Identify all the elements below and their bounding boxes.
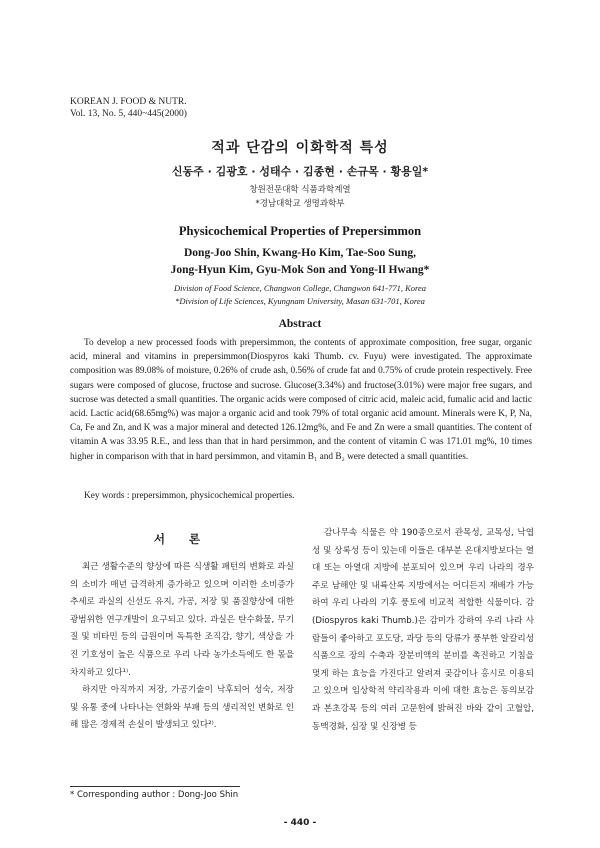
journal-name: KOREAN J. FOOD & NUTR. <box>70 97 187 107</box>
left-column <box>70 559 294 735</box>
journal-volume: Vol. 13, No. 5, 440~445(2000) <box>70 109 187 119</box>
english-affiliation-1: Division of Food Science, Changwon College, Changwon 641-771, Korea <box>173 283 427 293</box>
right-column <box>312 525 534 736</box>
intro-paragraph-2: 하지만 아직까지 저장, 가공기술이 낙후되어 성숙, 저장 및 유통 중에 나타나는 연화와 부패 등의 생리적인 변화로 인해 많은 경제적 손실이 발생되고 있다²⁾. <box>70 685 294 731</box>
korean-affiliation-2: *경남대학교 생명과학부 <box>255 199 345 209</box>
footnote: * Corresponding author : Dong-Joo Shin <box>70 790 239 800</box>
abstract-heading: Abstract <box>278 318 322 330</box>
english-title: Physicochemical Properties of Prepersimmon <box>178 224 422 238</box>
introduction-heading: 서 론 <box>153 532 211 546</box>
footnote-divider <box>70 786 240 787</box>
page-number: - 440 - <box>283 818 317 828</box>
intro-paragraph-3: 감나무속 식물은 약 190종으로서 관목성, 교목성, 낙엽성 및 상록성 등이 있는데 이들은 대부분 온대지방보다는 열대 또는 아열대 지방에 분포되어 있으며 우리 나라의 경우 주로 남해안 및 내륙산록 지방에서는 어디든지 재배가 가능하여 우리 나라의 기후 풍토에 비교적 적합한 식물이다. 감(Diospyros kaki Thumb.)은 감미가 강하여 우리 나라 사람들이 좋아하고 포도당, 과당 등의 당류가 풍부한 알칼리성 식품으로 장의 수축과 장분비액의 분비를 촉진하고 기침을 멎게 하는 효능을 가진다고 알려져 곶감이나 홍시로 이용되고 있으며 임상학적 약리작용과 이에 대한 효능은 동의보감과 본초강목 등의 여러 고문헌에 밝혀진 바와 같이 고혈압, 동맥경화, 심장 및 신장병 등 <box>312 528 534 732</box>
intro-paragraph-1: 최근 생활수준의 향상에 따른 식생활 패턴의 변화로 과실의 소비가 매년 급격하게 증가하고 있으며 이러한 소비증가 추세로 과실의 신선도 유지, 가공, 저장 및 품질향상에 대한 광범위한 연구개발이 요구되고 있다. 과실은 탄수화물, 무기질 및 비타민 등의 급원이며 독특한 조직감, 향기, 색상을 가진 기호성이 높은 식품으로 우리 나라 농가소득에도 한 몫을 차지하고 있다¹⁾. <box>70 562 294 678</box>
abstract-paragraph: To develop a new processed foods with prepersimmon, the contents of approximate composition, free sugar, organic acid, mineral and vitamins in prepersimmon(Diospyros kaki Thumb. cv. Fuyu) were investigated. The approximate composition was 89.08% of moisture, 0.26% of crude ash, 0.56% of crude fat and 0.75% of crude protein respectively. Free sugars were composed of glucose, fructose and sucrose. Glucose(3.34%) and fructose(3.01%) were major free sugars, and sucrose was detected a small quantities. The organic acids were composed of citric acid, maleic acid, fumalic acid and lactic acid. Lactic acid(68.65mg%) was major a organic acid and took 79% of total organic acid amount. Minerals were K, P, Na, Ca, Fe and Zn, and K was a major mineral and detected 126.12mg%, and Fe and Zn were a small quantities. The content of vitamin A was 33.95 R.E., and less than that in hard persimmon, and the content of vitamin C was 171.01 mg%, 10 times higher in comparison with that in hard persimmon, and vitamin B₁ and B₂ were detected a small quantities. <box>70 338 532 462</box>
english-authors-line-1: Dong-Joo Shin, Kwang-Ho Kim, Tae-Soo Sung, <box>184 247 416 259</box>
english-affiliation-2: *Division of Life Sciences, Kyungnam University, Masan 631-701, Korea <box>175 296 425 306</box>
korean-title: 적과 단감의 이화학적 특성 <box>211 140 389 156</box>
journal-citation <box>70 96 187 120</box>
korean-affiliation-1: 창원전문대학 식품과학계열 <box>249 185 351 195</box>
english-authors-line-2: Jong-Hyun Kim, Gyu-Mok Son and Yong-Il Hwang* <box>170 264 430 276</box>
korean-authors: 신동주 · 김광호 · 성태수 · 김종현 · 손규목 · 황용일* <box>171 165 429 178</box>
abstract-body <box>70 336 532 464</box>
keywords: Key words : prepersimmon, physicochemical properties. <box>84 491 295 501</box>
